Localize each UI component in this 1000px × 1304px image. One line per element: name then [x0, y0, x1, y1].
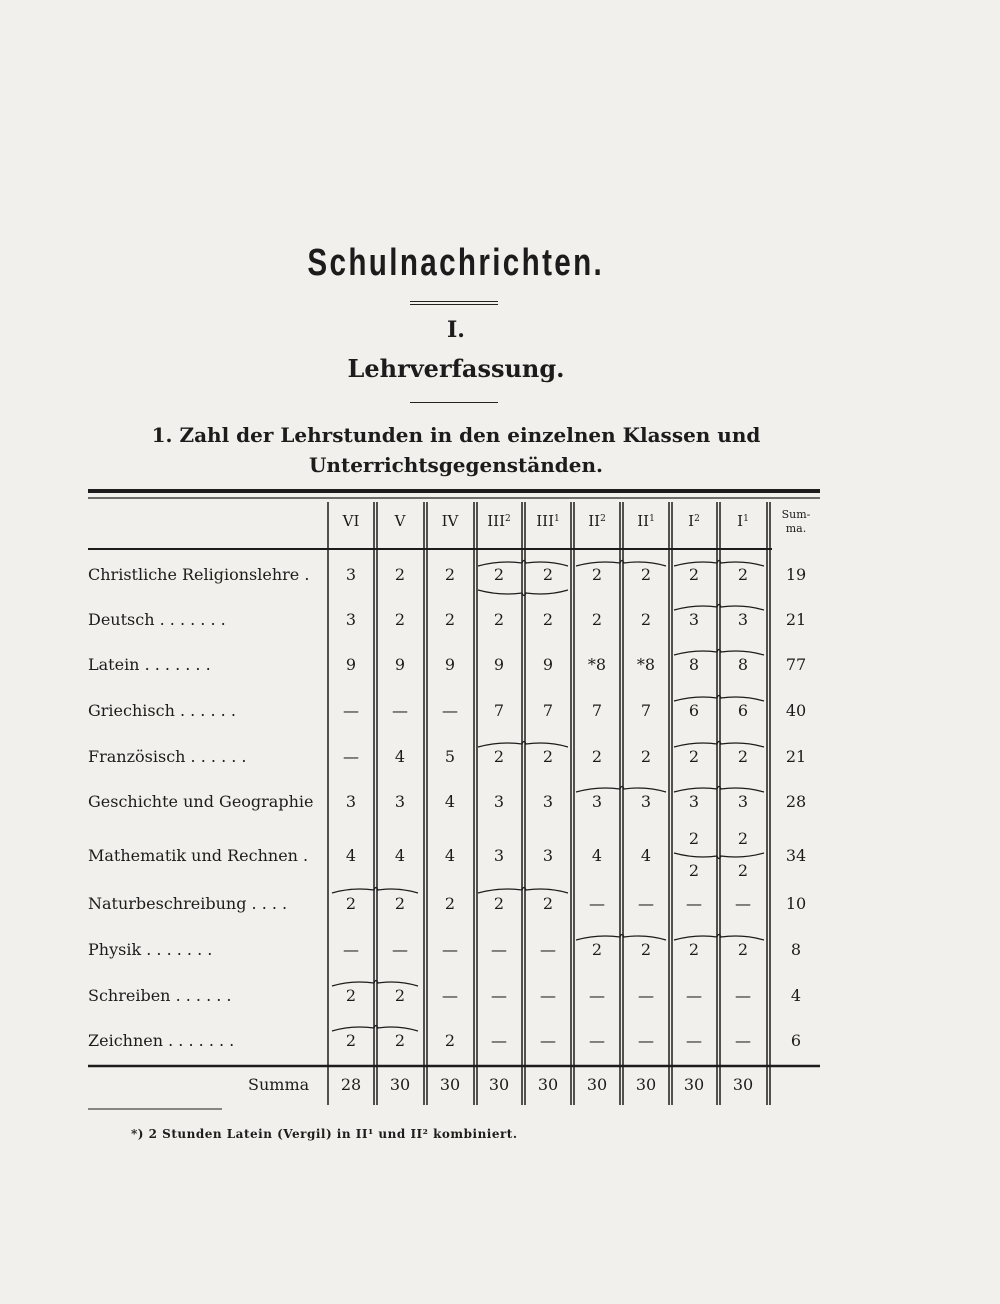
table-cell-lower: 2 — [688, 861, 700, 880]
column-header-II1: $II^1$ — [637, 512, 655, 530]
table-cell: — — [638, 1031, 654, 1050]
table-cell: — — [686, 986, 702, 1005]
row-sum: 8 — [790, 940, 802, 959]
total-cell: 28 — [340, 1075, 362, 1094]
table-cell: 3 — [493, 792, 505, 811]
table-cell: — — [686, 1031, 702, 1050]
table-cell: 9 — [493, 655, 505, 674]
column-header-V: V — [394, 512, 406, 530]
table-cell: 7 — [542, 701, 554, 720]
row-label: Griechisch . . . . . . — [88, 701, 236, 720]
table-cell: — — [442, 701, 458, 720]
table-cell: — — [491, 940, 507, 959]
table-cell: — — [392, 940, 408, 959]
table-caption-line1: 1. Zahl der Lehrstunden in den einzelnen Klassen und — [151, 423, 761, 447]
table-cell: 2 — [591, 610, 603, 629]
total-cell: 30 — [488, 1075, 510, 1094]
table-cell: 3 — [688, 792, 700, 811]
table-cell: 2 — [542, 565, 554, 584]
total-cell: 30 — [537, 1075, 559, 1094]
table-cell: 6 — [688, 701, 700, 720]
table-cell: 3 — [688, 610, 700, 629]
table-cell: 2 — [591, 747, 603, 766]
table-cell: — — [343, 940, 359, 959]
row-label: Französisch . . . . . . — [88, 747, 247, 766]
column-header-II2: $II^2$ — [588, 512, 606, 530]
table-cell: *8 — [636, 655, 656, 674]
row-sum: 6 — [790, 1031, 802, 1050]
table-cell: 7 — [591, 701, 603, 720]
table-cell: 2 — [493, 610, 505, 629]
table-cell: 2 — [542, 610, 554, 629]
total-cell: 30 — [683, 1075, 705, 1094]
column-header-IV: IV — [441, 512, 459, 530]
column-header-I1: $I^1$ — [737, 512, 749, 530]
table-cell: — — [491, 1031, 507, 1050]
row-label: Schreiben . . . . . . — [88, 986, 232, 1005]
table-cell: 2 — [737, 829, 749, 848]
table-cell: 2 — [640, 565, 652, 584]
table-cell: — — [491, 986, 507, 1005]
table-cell: — — [735, 986, 751, 1005]
table-cell-lower: 2 — [737, 861, 749, 880]
table-cell: 2 — [640, 747, 652, 766]
table-cell: 2 — [688, 747, 700, 766]
table-cell: 8 — [688, 655, 700, 674]
table-cell: — — [735, 1031, 751, 1050]
total-cell: 30 — [389, 1075, 411, 1094]
table-cell: — — [638, 986, 654, 1005]
table-cell: 2 — [493, 894, 505, 913]
table-cell: — — [343, 701, 359, 720]
row-label: Zeichnen . . . . . . . — [88, 1031, 235, 1050]
column-header-VI: VI — [342, 512, 360, 530]
column-header-summa: Sum- ma. — [781, 508, 811, 535]
table-cell: 2 — [688, 565, 700, 584]
row-sum: 34 — [785, 846, 807, 865]
table-cell: 8 — [737, 655, 749, 674]
table-cell: 7 — [493, 701, 505, 720]
table-cell: 2 — [394, 610, 406, 629]
row-sum: 19 — [785, 565, 807, 584]
table-cell: 3 — [345, 565, 357, 584]
table-cell: 2 — [345, 986, 357, 1005]
table-cell: 5 — [444, 747, 456, 766]
table-cell: 2 — [394, 894, 406, 913]
table-cell: 3 — [345, 610, 357, 629]
page-title: Schulnachrichten. — [307, 242, 605, 284]
table-cell: 2 — [394, 565, 406, 584]
table-cell: 9 — [345, 655, 357, 674]
table-cell: — — [589, 986, 605, 1005]
total-cell: 30 — [586, 1075, 608, 1094]
table-cell: 2 — [345, 894, 357, 913]
row-sum: 21 — [785, 610, 807, 629]
row-sum: 77 — [785, 655, 807, 674]
row-label: Physik . . . . . . . — [88, 940, 213, 959]
table-cell: 3 — [542, 846, 554, 865]
table-cell: 3 — [493, 846, 505, 865]
table-cell: — — [442, 940, 458, 959]
table-cell: 2 — [640, 940, 652, 959]
row-sum: 4 — [790, 986, 802, 1005]
table-cell: 9 — [394, 655, 406, 674]
row-label: Geschichte und Geographie — [88, 792, 314, 811]
table-cell: 2 — [688, 940, 700, 959]
table-cell: — — [540, 1031, 556, 1050]
table-cell: — — [589, 894, 605, 913]
table-cell: — — [735, 894, 751, 913]
column-header-III1: III$^1$ — [536, 512, 560, 530]
table-cell: — — [392, 701, 408, 720]
column-header-I2: $I^2$ — [688, 512, 700, 530]
table-cell: 2 — [688, 829, 700, 848]
table-cell: 2 — [444, 894, 456, 913]
row-label: Naturbeschreibung . . . . — [88, 894, 288, 913]
footnote: *) 2 Stunden Latein (Vergil) in II¹ und II² kombiniert. — [131, 1127, 518, 1141]
table-cell: 2 — [640, 610, 652, 629]
table-cell: 4 — [394, 747, 406, 766]
table-cell: 4 — [345, 846, 357, 865]
table-cell: 7 — [640, 701, 652, 720]
table-cell: 2 — [542, 894, 554, 913]
table-cell: 3 — [640, 792, 652, 811]
table-cell: 3 — [345, 792, 357, 811]
table-cell: 2 — [444, 1031, 456, 1050]
table-cell: 3 — [737, 610, 749, 629]
table-cell: — — [638, 894, 654, 913]
table-cell: 2 — [493, 747, 505, 766]
table-cell: — — [540, 986, 556, 1005]
table-cell: — — [589, 1031, 605, 1050]
total-cell: 30 — [635, 1075, 657, 1094]
total-cell: 30 — [439, 1075, 461, 1094]
table-cell: 4 — [640, 846, 652, 865]
row-sum: 28 — [785, 792, 807, 811]
table-cell: 3 — [542, 792, 554, 811]
table-cell: 2 — [345, 1031, 357, 1050]
table-cell: *8 — [587, 655, 607, 674]
table-cell: 2 — [493, 565, 505, 584]
table-cell: 3 — [394, 792, 406, 811]
table-cell: 2 — [542, 747, 554, 766]
table-cell: 4 — [591, 846, 603, 865]
table-cell: 2 — [394, 1031, 406, 1050]
table-cell: — — [442, 986, 458, 1005]
table-caption-line2: Unterrichtsgegenständen. — [308, 453, 603, 477]
table-cell: 3 — [591, 792, 603, 811]
section-title: Lehrverfassung. — [347, 354, 565, 383]
row-sum: 40 — [785, 701, 807, 720]
table-cell: 2 — [444, 610, 456, 629]
column-header-III2: III$^2$ — [487, 512, 511, 530]
table-cell: 2 — [591, 940, 603, 959]
table-cell: — — [343, 747, 359, 766]
table-cell: 2 — [444, 565, 456, 584]
table-cell: 4 — [444, 846, 456, 865]
row-sum: 10 — [785, 894, 807, 913]
table-cell: 2 — [737, 747, 749, 766]
row-label: Latein . . . . . . . — [88, 655, 211, 674]
table-cell: 4 — [444, 792, 456, 811]
total-label: Summa — [248, 1075, 310, 1094]
row-label: Christliche Religionslehre . — [88, 565, 310, 584]
table-cell: 2 — [737, 940, 749, 959]
table-cell: 3 — [737, 792, 749, 811]
table-cell: 6 — [737, 701, 749, 720]
table-cell: 2 — [737, 565, 749, 584]
table-cell: — — [686, 894, 702, 913]
table-cell: 9 — [542, 655, 554, 674]
section-number: I. — [447, 317, 465, 343]
table-cell: 2 — [591, 565, 603, 584]
table-cell: 9 — [444, 655, 456, 674]
row-label: Mathematik und Rechnen . — [88, 846, 309, 865]
row-label: Deutsch . . . . . . . — [88, 610, 226, 629]
table-cell: 4 — [394, 846, 406, 865]
total-cell: 30 — [732, 1075, 754, 1094]
row-sum: 21 — [785, 747, 807, 766]
table-cell: — — [540, 940, 556, 959]
table-cell: 2 — [394, 986, 406, 1005]
